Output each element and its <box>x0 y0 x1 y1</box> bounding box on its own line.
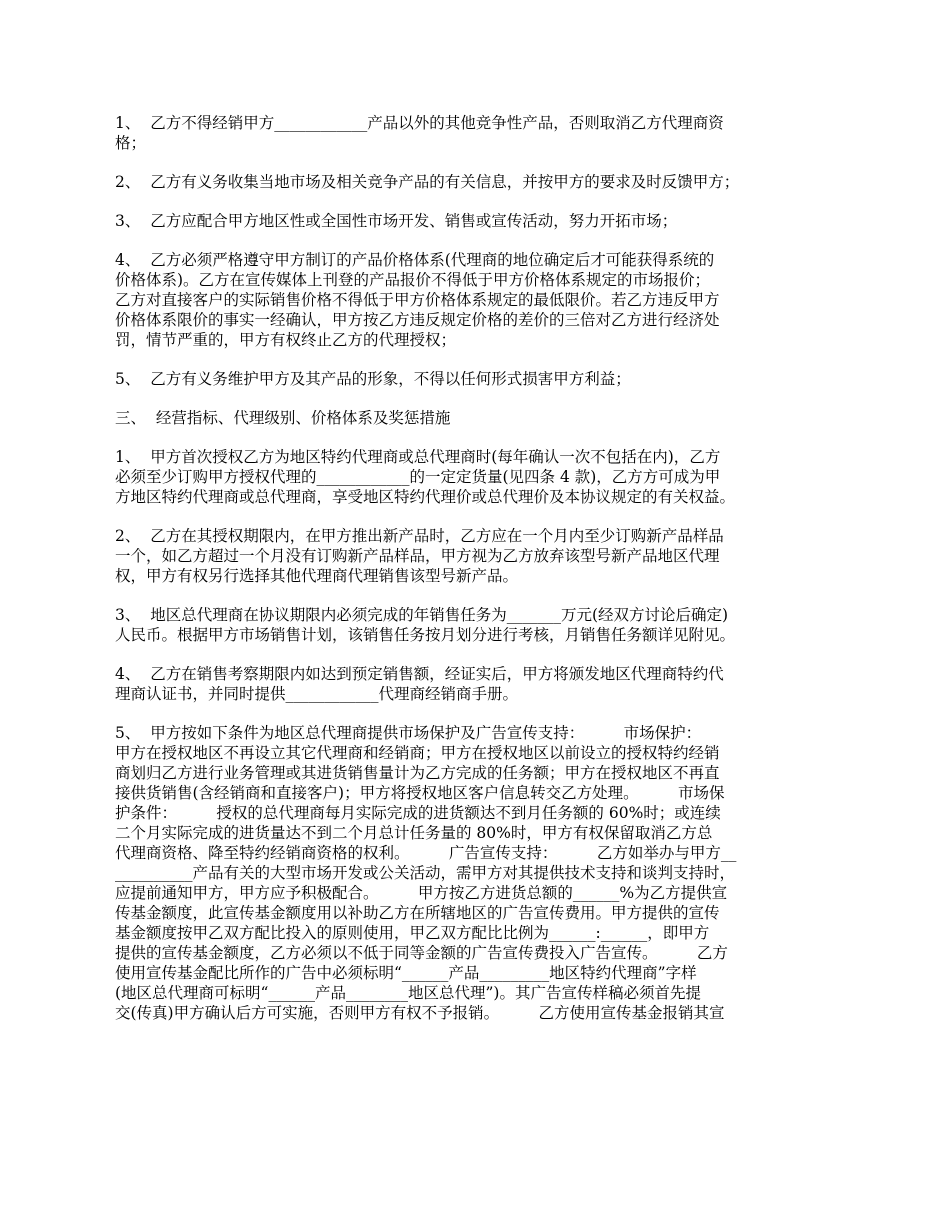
text-line: (地区总代理商可标明“______产品________地区总代理”)。其广告宣传样稿必须首先提 <box>115 984 701 1002</box>
text-line: 提供的宣传基金额度，乙方必须以不低于同等金额的广告宣传费投入广告宣传。 乙方 <box>115 944 728 962</box>
contract-paragraph <box>115 211 855 231</box>
text-line: 格； <box>115 134 147 152</box>
contract-paragraph <box>115 664 855 704</box>
text-line: 商划归乙方进行业务管理或其进货销售量计为乙方完成的任务额；甲方在授权地区不再直 <box>115 764 720 782</box>
text-line: 方地区特约代理商或总代理商，享受地区特约代理价或总代理价及本协议规定的有关权益。 <box>115 488 736 506</box>
contract-paragraph <box>115 526 855 586</box>
contract-paragraph <box>115 172 855 192</box>
text-line: 1、 乙方不得经销甲方____________产品以外的其他竞争性产品，否则取消乙方代理商资 <box>115 114 724 132</box>
text-line: 二个月实际完成的进货量达不到二个月总计任务量的 80%时，甲方有权保留取消乙方总 <box>115 824 713 842</box>
text-line: 应提前通知甲方，甲方应予积极配合。 甲方按乙方进货总额的______%为乙方提供宣 <box>115 884 728 902</box>
text-line: 必须至少订购甲方授权代理的____________的一定定货量(见四条 4 款)，乙方方可成为甲 <box>115 468 721 486</box>
text-line: 1、 甲方首次授权乙方为地区特约代理商或总代理商时(每年确认一次不包括在内)，乙方 <box>115 448 721 466</box>
text-line: 护条件： 授权的总代理商每月实际完成的进货额达不到月任务额的 60%时；或连续 <box>115 804 721 822</box>
text-line: 3、 地区总代理商在协议期限内必须完成的年销售任务为_______万元(经双方讨论后确定) <box>115 606 729 624</box>
text-line: __________产品有关的大型市场开发或公关活动，需甲方对其提供技术支持和谈判支持时， <box>115 864 736 882</box>
text-line: 甲方在授权地区不再设立其它代理商和经销商；甲方在授权地区以前设立的授权特约经销 <box>115 744 720 762</box>
text-line: 价格体系限价的事实一经确认，甲方按乙方违反规定价格的差价的三倍对乙方进行经济处 <box>115 311 720 329</box>
document-body <box>115 113 855 1042</box>
text-line: 交(传真)甲方确认后方可实施，否则甲方有权不予报销。 乙方使用宣传基金报销其宣 <box>115 1004 725 1022</box>
text-line: 4、 乙方必须严格遵守甲方制订的产品价格体系(代理商的地位确定后才可能获得系统的 <box>115 251 715 269</box>
contract-paragraph <box>115 408 855 428</box>
text-line: 理商认证书，并同时提供____________代理商经销商手册。 <box>115 685 519 703</box>
text-line: 人民币。根据甲方市场销售计划，该销售任务按月划分进行考核，月销售任务额详见附见。 <box>115 626 736 644</box>
contract-paragraph <box>115 723 855 1023</box>
text-line: 代理商资格、降至特约经销商资格的权利。 广告宣传支持： 乙方如举办与甲方__ <box>115 844 737 862</box>
text-line: 一个，如乙方超过一个月没有订购新产品样品，甲方视为乙方放弃该型号新产品地区代理 <box>115 547 720 565</box>
contract-paragraph <box>115 447 855 507</box>
text-line: 基金额度按甲乙双方配比投入的原则使用，甲乙双方配比比例为______:______，即甲方 <box>115 924 710 942</box>
text-line: 5、 乙方有义务维护甲方及其产品的形象，不得以任何形式损害甲方利益； <box>115 370 631 388</box>
contract-paragraph <box>115 369 855 389</box>
contract-paragraph <box>115 113 855 153</box>
text-line: 3、 乙方应配合甲方地区性或全国性市场开发、销售或宣传活动，努力开拓市场； <box>115 212 678 230</box>
text-line: 乙方对直接客户的实际销售价格不得低于甲方价格体系规定的最低限价。若乙方违反甲方 <box>115 291 720 309</box>
text-line: 5、 甲方按如下条件为地区总代理商提供市场保护及广告宣传支持： 市场保护： <box>115 724 702 742</box>
text-line: 价格体系)。乙方在宣传媒体上刊登的产品报价不得低于甲方价格体系规定的市场报价； <box>115 271 711 289</box>
text-line: 接供货销售(含经销商和直接客户)；甲方将授权地区客户信息转交乙方处理。 市场保 <box>115 784 725 802</box>
text-line: 4、 乙方在销售考察期限内如达到预定销售额，经证实后，甲方将颁发地区代理商特约代 <box>115 665 724 683</box>
text-line: 2、 乙方有义务收集当地市场及相关竞争产品的有关信息，并按甲方的要求及时反馈甲方； <box>115 173 740 191</box>
text-line: 权，甲方有权另行选择其他代理商代理销售该型号新产品。 <box>115 567 519 585</box>
text-line: 使用宣传基金配比所作的广告中必须标明“______产品_________地区特约代理商”字样 <box>115 964 697 982</box>
text-line: 2、 乙方在其授权期限内，在甲方推出新产品时，乙方应在一个月内至少订购新产品样品 <box>115 527 724 545</box>
text-line: 三、 经营指标、代理级别、价格体系及奖惩措施 <box>115 409 451 427</box>
text-line: 罚，情节严重的，甲方有权终止乙方的代理授权； <box>115 331 457 349</box>
contract-paragraph <box>115 250 855 350</box>
text-line: 传基金额度，此宣传基金额度用以补助乙方在所辖地区的广告宣传费用。甲方提供的宣传 <box>115 904 720 922</box>
contract-paragraph <box>115 605 855 645</box>
